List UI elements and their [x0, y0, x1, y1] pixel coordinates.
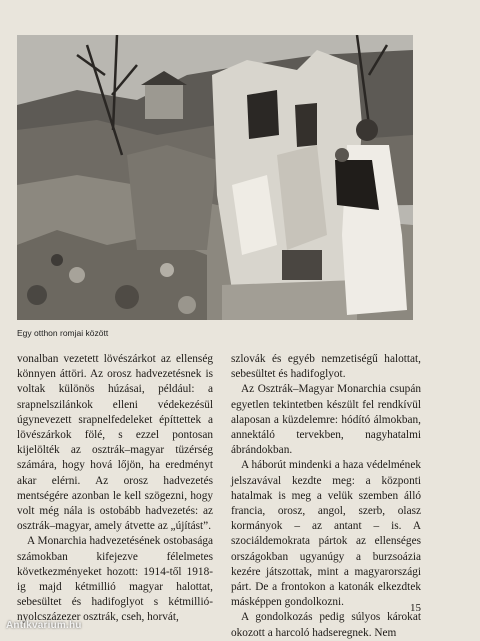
left-paragraph-2: A Monarchia hadvezetésének ostobasága számokban kifejezve félelmetes következményeket hozott: 1914-től 1918-ig majd kétmillió magyar halottat, sebesültet és hadifoglyot s kétmillió-nyolcszázezer osztrák, cseh, horvát,: [17, 535, 213, 624]
photo-caption: Egy otthon romjai között: [17, 328, 109, 338]
left-text-column: [17, 352, 213, 626]
left-paragraph-1: vonalban vezetett lövészárkot az ellenség könnyen áttöri. Az orosz hadvezetésnek is voltak különös húzásai, például: a srapnelszilánkok elleni védekezésül úgynevezett srapnelfedeleket építtettek a lövészárkok fölé, s ezzel pontosan kijelölték az osztrák–magyar tüzérség számára, hogy hová lőjön, ha eredményt akar elérni. Az orosz hadvezetés mentségére azonban le kell szögezni, hogy volt még nála is ostobább hadvezetés: az osztrák–magyar, amely átvette az „újítást”.: [17, 353, 213, 533]
war-ruins-photo: [17, 35, 413, 320]
right-text-column: [231, 352, 421, 641]
site-watermark: Antikvarium.hu: [6, 620, 82, 631]
right-paragraph-1: szlovák és egyéb nemzetiségű halottat, sebesültet és hadifoglyot.: [231, 353, 421, 381]
right-paragraph-4: A gondolkozás pedig súlyos károkat okozott a harcoló hadseregnek. Nem: [231, 611, 421, 639]
right-paragraph-3: A háborút mindenki a haza védelmének jelszavával kezdte meg: a központi hatalmak is meg a velük szemben álló francia, orosz, angol, szerb, olasz kormányok – az antant – is. A szociáldemokrata pártok az ellenséges országokban ugyanúgy a burzsoázia kezére játszottak, mint a magyarországi párt. De a frontokon a katonák elkezdtek másképpen gondolkozni.: [231, 459, 421, 609]
page-number: 15: [410, 602, 421, 614]
right-paragraph-2: Az Osztrák–Magyar Monarchia csupán egyetlen tekintetben készült fel rendkívül alaposan a küzdelemre: hódító álmokban, annektáló tervekben, nagyhatalmi ábrándokban.: [231, 383, 421, 457]
